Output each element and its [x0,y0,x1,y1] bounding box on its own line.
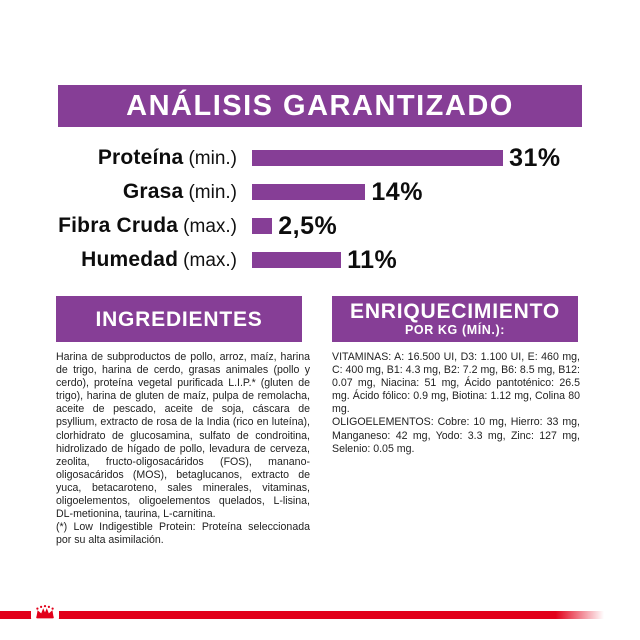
moisture-value: 11% [347,245,398,274]
analysis-title: ANÁLISIS GARANTIZADO [126,89,514,122]
enrichment-text-column [332,351,580,456]
ingredients-footnote: (*) Low Indigestible Protein: Proteína seleccionada por su alta asimilación. [56,521,310,547]
nutrient-qualifier: (max.) [183,216,237,237]
brand-red-stripe [0,611,604,619]
enrichment-subtitle: POR KG (MÍN.): [404,323,506,337]
fiber-bar [252,218,272,234]
nutrient-qualifier: (min.) [188,148,237,169]
fat-value: 14% [371,177,423,206]
analysis-header-bar [58,85,582,127]
protein-value: 31% [509,143,561,172]
fiber-value: 2,5% [278,211,338,240]
nutrient-qualifier: (min.) [188,182,237,203]
nutrient-name: Humedad [81,248,179,271]
protein-bar [252,150,503,166]
ingredients-body: Harina de subproductos de pollo, arroz, maíz, harina de trigo, harina de cerdo, grasas animales (pollo y cerdo), proteína vegetal purificada L.I.P.* (gluten de trigo), harina de gluten de maíz, pulpa de remolacha, aceite de pescado, aceite de soja, cáscara de psyllium, extracto de rosa de la India (rico en luteína), clorhidrato de glucosamina, sulfato de condroitina, hidrolizado de hígado de pollo, levadura de cerveza, zeolita, fructo-oligosacáridos (FOS), manano-oligosacáridos (MOS), betaglucanos, extracto de yuca, betacaroteno, sales minerales, vitaminas, oligoelementos, oligoelementos quelados, L-lisina, DL-metionina, taurina, L-carnitina. [56,351,310,521]
ingredients-title: INGREDIENTES [95,307,263,331]
analysis-row-protein [0,141,640,175]
moisture-bar [252,252,341,268]
vitamins-text: VITAMINAS: A: 16.500 UI, D3: 1.100 UI, E: 460 mg, C: 400 mg, B1: 4.3 mg, B2: 7.2 mg, B6: 8.5 mg, B12: 0.07 mg, Niacina: 51 mg, Ácido pantoténico: 26.5 mg. Ácido fólico: 0.9 mg, Biotina: 1.12 mg, Colina 80 mg. [332,351,580,416]
analysis-row-fiber [0,209,640,243]
ingredients-header-bar [56,296,302,342]
enrichment-title: ENRIQUECIMIENTO [350,300,560,323]
trace-elements-text: OLIGOELEMENTOS: Cobre: 10 mg, Hierro: 33 mg, Manganeso: 42 mg, Yodo: 3.3 mg, Zinc: 127 mg, Selenio: 0.05 mg. [332,416,580,455]
enrichment-header-bar [332,296,578,342]
nutrient-name: Fibra Cruda [58,214,179,237]
nutrient-qualifier: (max.) [183,250,237,271]
ingredients-text-column [56,351,310,547]
nutrient-name: Proteína [97,146,184,169]
analysis-bar-chart [0,141,640,277]
royal-canin-crown-icon [31,601,59,622]
nutrient-name: Grasa [122,180,184,203]
fat-bar [252,184,365,200]
analysis-row-moisture [0,243,640,277]
analysis-row-fat [0,175,640,209]
